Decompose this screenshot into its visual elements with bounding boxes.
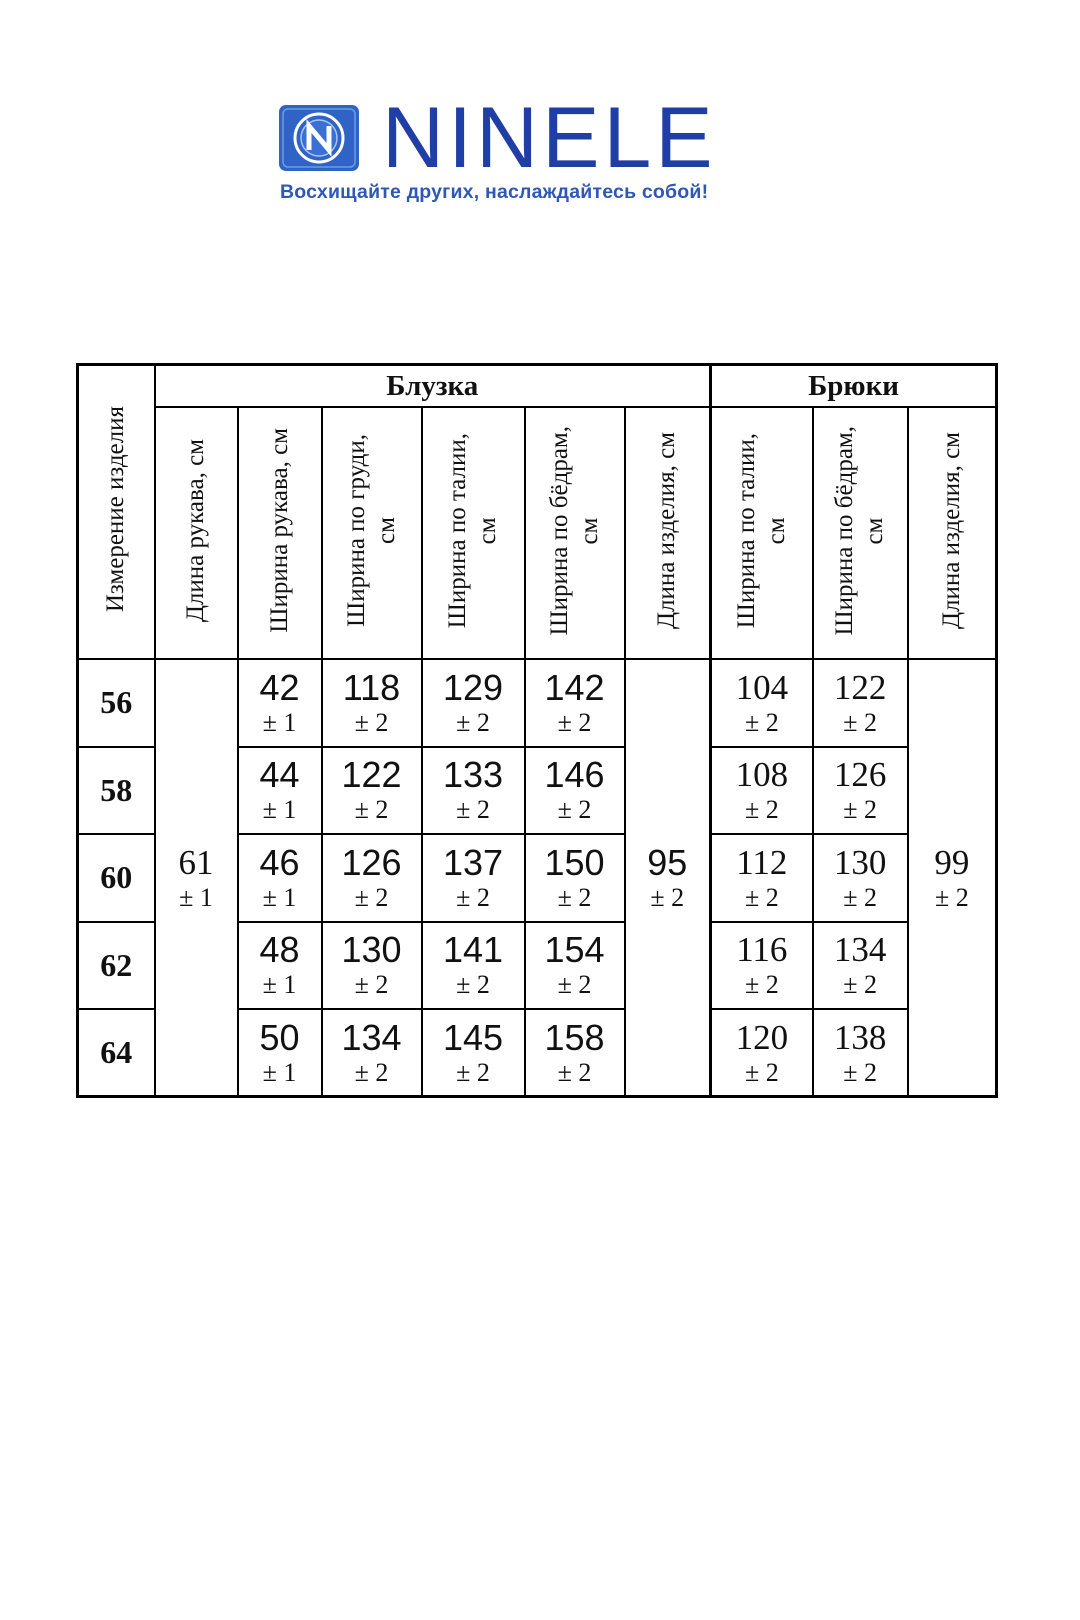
measurement-tolerance: ± 2 (744, 707, 779, 737)
measurement-tolerance: ± 2 (456, 795, 490, 825)
measurement-value: 120 (735, 1017, 789, 1057)
measurement-tolerance: ± 2 (557, 970, 592, 1000)
measurement-value: 122 (341, 754, 402, 796)
hips-width-cell (525, 1009, 625, 1097)
measurement-value: 42 (259, 666, 300, 708)
column-header-label: Длина изделия, см (937, 431, 965, 630)
trousers-waist-cell (711, 747, 813, 835)
size-chart-table (76, 363, 998, 1098)
measurement-tolerance: ± 2 (354, 970, 389, 1000)
column-header (525, 407, 625, 659)
sleeve-width-cell (238, 747, 322, 835)
measurement-tolerance: ± 2 (744, 882, 779, 912)
sleeve-width-cell (238, 922, 322, 1010)
hips-width-cell (525, 834, 625, 922)
waist-width-cell (422, 747, 525, 835)
measurement-value: 134 (341, 1016, 402, 1058)
table-row (78, 659, 997, 747)
measurement-tolerance: ± 2 (843, 795, 877, 825)
trousers-hips-cell (813, 922, 908, 1010)
measurement-tolerance: ± 2 (744, 1057, 779, 1087)
trousers-length-cell (908, 659, 997, 1097)
trousers-hips-cell (813, 834, 908, 922)
measurement-tolerance: ± 2 (354, 882, 389, 912)
waist-width-cell (422, 834, 525, 922)
measurement-tolerance: ± 1 (262, 882, 297, 912)
measurement-value: 44 (259, 754, 300, 796)
column-header-label: Длина изделия, см (653, 431, 681, 630)
measurement-value: 129 (442, 666, 504, 708)
size-label: 64 (78, 1009, 155, 1097)
blouse-length-cell (625, 659, 711, 1097)
trousers-waist-cell (711, 834, 813, 922)
waist-width-cell (422, 1009, 525, 1097)
measurement-value: 154 (544, 929, 605, 971)
measurement-tolerance: ± 2 (557, 707, 592, 737)
measurement-value: 141 (442, 929, 504, 971)
measurement-tolerance: ± 2 (744, 795, 779, 825)
measurement-tolerance: ± 2 (456, 707, 490, 737)
measurement-value: 99 (934, 842, 970, 882)
measurement-tolerance: ± 2 (744, 970, 779, 1000)
measurement-value: 50 (259, 1016, 300, 1058)
measurement-tolerance: ± 2 (354, 795, 389, 825)
column-header-label: Ширина по талии, см (444, 432, 501, 629)
measurement-value: 118 (342, 666, 401, 708)
measurement-value: 137 (442, 841, 504, 883)
column-header (813, 407, 908, 659)
brand-header (0, 0, 1080, 220)
measurement-tolerance: ± 2 (456, 1057, 490, 1087)
measurement-value: 133 (442, 754, 504, 796)
trousers-waist-cell (711, 922, 813, 1010)
measurement-value: 122 (833, 667, 887, 707)
measurement-value: 108 (735, 755, 789, 795)
measurement-value: 126 (833, 755, 887, 795)
trousers-hips-cell (813, 747, 908, 835)
trousers-waist-cell (711, 1009, 813, 1097)
column-header (422, 407, 525, 659)
n-monogram-icon (278, 104, 360, 172)
column-header-label: Ширина рукава, см (265, 428, 293, 633)
measurement-value: 145 (442, 1016, 504, 1058)
chest-width-cell (322, 659, 422, 747)
measurement-value: 134 (833, 930, 887, 970)
column-header-label: Ширина по бёдрам, см (831, 425, 889, 636)
chest-width-cell (322, 922, 422, 1010)
size-label: 58 (78, 747, 155, 835)
hips-width-cell (525, 659, 625, 747)
measurement-value: 146 (544, 754, 605, 796)
measurement-tolerance: ± 2 (456, 970, 490, 1000)
measurement-tolerance: ± 1 (262, 795, 297, 825)
measurement-tolerance: ± 2 (354, 707, 389, 737)
measurement-value: 150 (544, 841, 605, 883)
brand-wordmark: NINELE (382, 90, 717, 186)
column-header (155, 407, 238, 659)
measurement-tolerance: ± 1 (262, 1057, 297, 1087)
measurement-tolerance: ± 2 (557, 882, 592, 912)
measurement-tolerance: ± 2 (557, 795, 592, 825)
row-header-cell (78, 365, 155, 660)
column-header (908, 407, 997, 659)
sleeve-length-cell (155, 659, 238, 1097)
size-label: 60 (78, 834, 155, 922)
row-header-label: Измерение изделия (102, 406, 130, 613)
sleeve-width-cell (238, 1009, 322, 1097)
measurement-value: 138 (833, 1017, 887, 1057)
column-header-label: Длина рукава, см (182, 438, 209, 623)
measurement-tolerance: ± 2 (843, 1057, 877, 1087)
hips-width-cell (525, 747, 625, 835)
measurement-value: 104 (735, 667, 789, 707)
measurement-tolerance: ± 2 (843, 970, 877, 1000)
measurement-value: 116 (736, 930, 788, 970)
measurement-tolerance: ± 2 (456, 882, 490, 912)
group-header-blouse: Блузка (155, 365, 711, 408)
chest-width-cell (322, 1009, 422, 1097)
sleeve-width-cell (238, 659, 322, 747)
measurement-tolerance: ± 2 (354, 1057, 389, 1087)
group-header-trousers: Брюки (711, 365, 997, 408)
column-header (711, 407, 813, 659)
measurement-tolerance: ± 2 (557, 1057, 592, 1087)
chest-width-cell (322, 747, 422, 835)
column-header (625, 407, 711, 659)
column-header (238, 407, 322, 659)
column-header-label: Ширина по груди, см (342, 433, 400, 628)
measurement-value: 126 (341, 841, 402, 883)
measurement-value: 95 (647, 841, 688, 883)
measurement-value: 130 (341, 929, 402, 971)
measurement-tolerance: ± 1 (262, 970, 297, 1000)
measurement-value: 61 (178, 842, 214, 882)
measurement-value: 158 (544, 1016, 605, 1058)
measurement-tolerance: ± 2 (843, 882, 877, 912)
measurement-value: 142 (544, 666, 605, 708)
brand-slogan: Восхищайте других, наслаждайтесь собой! (280, 181, 709, 203)
hips-width-cell (525, 922, 625, 1010)
column-header-label: Ширина по талии, см (732, 432, 790, 629)
measurement-tolerance: ± 1 (179, 882, 213, 912)
trousers-waist-cell (711, 659, 813, 747)
measurement-value: 112 (736, 842, 788, 882)
size-label: 56 (78, 659, 155, 747)
chest-width-cell (322, 834, 422, 922)
column-header (322, 407, 422, 659)
trousers-hips-cell (813, 659, 908, 747)
size-label: 62 (78, 922, 155, 1010)
measurement-tolerance: ± 1 (262, 707, 297, 737)
measurement-tolerance: ± 2 (934, 882, 969, 912)
sleeve-width-cell (238, 834, 322, 922)
measurement-tolerance: ± 2 (650, 882, 685, 912)
measurement-value: 130 (833, 842, 887, 882)
measurement-value: 46 (259, 841, 300, 883)
measurement-tolerance: ± 2 (843, 707, 877, 737)
waist-width-cell (422, 659, 525, 747)
column-header-label: Ширина по бёдрам, см (545, 425, 603, 636)
trousers-hips-cell (813, 1009, 908, 1097)
measurement-value: 48 (259, 929, 300, 971)
waist-width-cell (422, 922, 525, 1010)
